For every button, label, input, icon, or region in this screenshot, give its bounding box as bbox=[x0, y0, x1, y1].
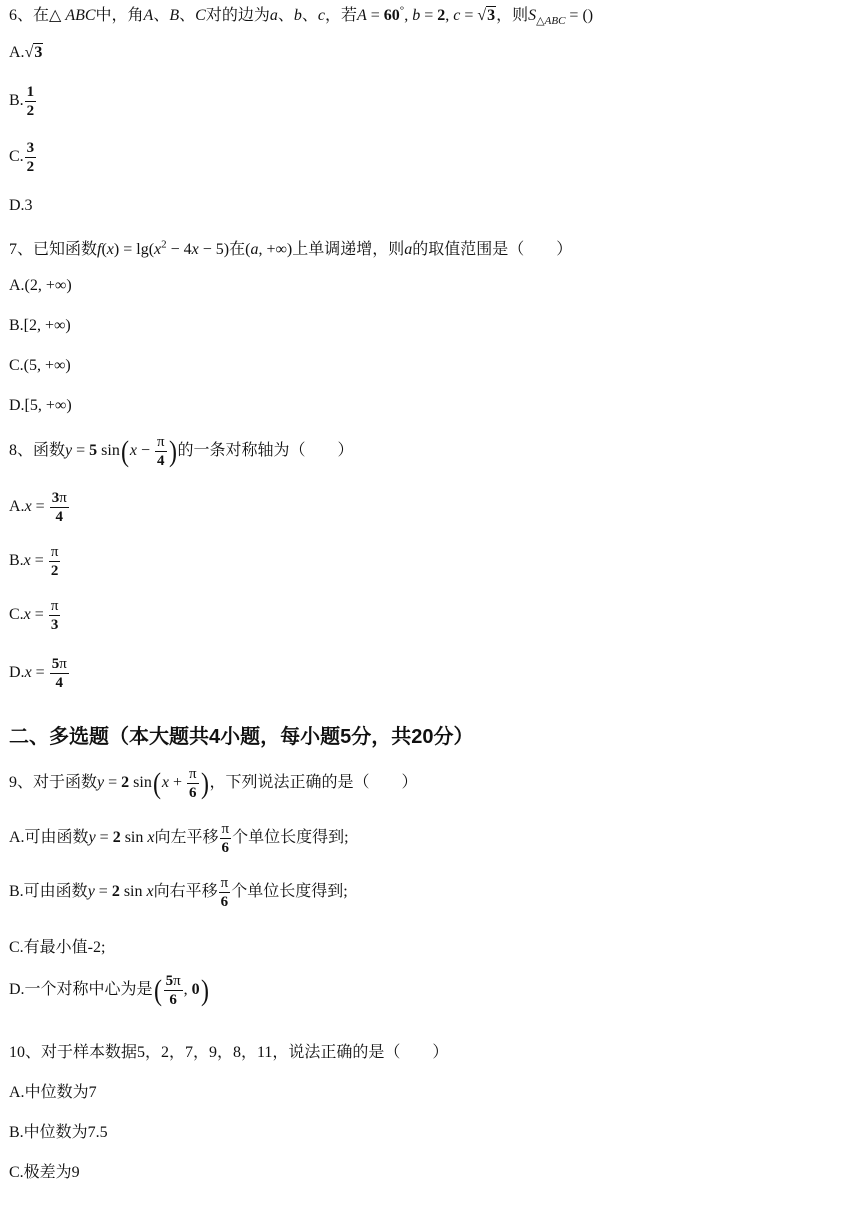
question-6-option-d[interactable]: D.3 bbox=[9, 197, 33, 214]
question-7-stem: 7、已知函数$f(x) = \lg(x^2 - 4x - 5)$在(a, +∞)上单调递增，则a的取值范围是（ ） bbox=[9, 238, 573, 258]
question-6-stem: 6、在△ ABC中，角A、B、C对的边为a、b、c，若A = 60°, b = 2, c = √3，则$S_{\triangle ABC}$ = () bbox=[9, 4, 594, 28]
question-8-stem: 8、函数y = 5 sin(x − $\frac{\pi}{4}$ )的一条对称轴为（ ） bbox=[9, 434, 354, 469]
question-6-option-a[interactable]: A.√3 bbox=[9, 44, 43, 61]
question-7-option-b[interactable]: B.[2, +∞) bbox=[9, 317, 71, 334]
question-9-stem: 9、对于函数y = 2 sin(x + $\frac{\pi}{6}$ )，下列说法正确的是（ ） bbox=[9, 766, 418, 801]
question-8-option-d[interactable]: D.x = $\frac{5\pi}{4}$ bbox=[9, 656, 67, 691]
option-label: B. bbox=[9, 1124, 24, 1141]
question-10-option-b[interactable] bbox=[9, 1119, 108, 1142]
question-10-stem: 10、对于样本数据5，2，7，9，8，11，说法正确的是（ ） bbox=[9, 1044, 449, 1061]
question-8-option-b[interactable]: B.x = $\frac{\pi}{2}$ bbox=[9, 544, 59, 579]
question-6-option-c[interactable]: C. $\frac{3}{2}$ bbox=[9, 140, 35, 175]
question-7-option-a[interactable]: A.(2, +∞) bbox=[9, 277, 72, 294]
section-heading: 二、多选题（本大题共4小题，每小题5分，共20分） bbox=[9, 726, 474, 748]
option-label: A. bbox=[9, 1084, 25, 1101]
option-value: 中位数为7.5 bbox=[23, 1124, 108, 1141]
option-value: 中位数为7 bbox=[24, 1084, 97, 1101]
question-9-option-b[interactable]: B.可由函数y = 2 sin x向右平移 $\frac{\pi}{6}$ 个单位长度得到; bbox=[9, 875, 348, 910]
option-label: C. bbox=[9, 1164, 24, 1181]
question-8-option-c[interactable]: C.x = $\frac{\pi}{3}$ bbox=[9, 598, 59, 633]
question-6-option-b[interactable]: B. $\frac{1}{2}$ bbox=[9, 84, 35, 119]
question-9-option-a[interactable]: A.可由函数y = 2 sin x向左平移 $\frac{\pi}{6}$ 个单位长度得到; bbox=[9, 821, 349, 856]
question-9-option-d[interactable]: D.一个对称中心为是( $\frac{5\pi}{6}$ , 0) bbox=[9, 973, 209, 1008]
question-10-option-a[interactable] bbox=[9, 1079, 97, 1102]
question-8-option-a[interactable]: A.x = $\frac{3\pi}{4}$ bbox=[9, 490, 67, 525]
question-7-option-c[interactable]: C.(5, +∞) bbox=[9, 357, 71, 374]
option-value: 极差为9 bbox=[23, 1164, 80, 1181]
question-7-option-d[interactable]: D.[5, +∞) bbox=[9, 397, 72, 414]
question-9-option-c[interactable]: C.有最小值-2; bbox=[9, 939, 106, 956]
question-10-option-c[interactable] bbox=[9, 1159, 80, 1182]
